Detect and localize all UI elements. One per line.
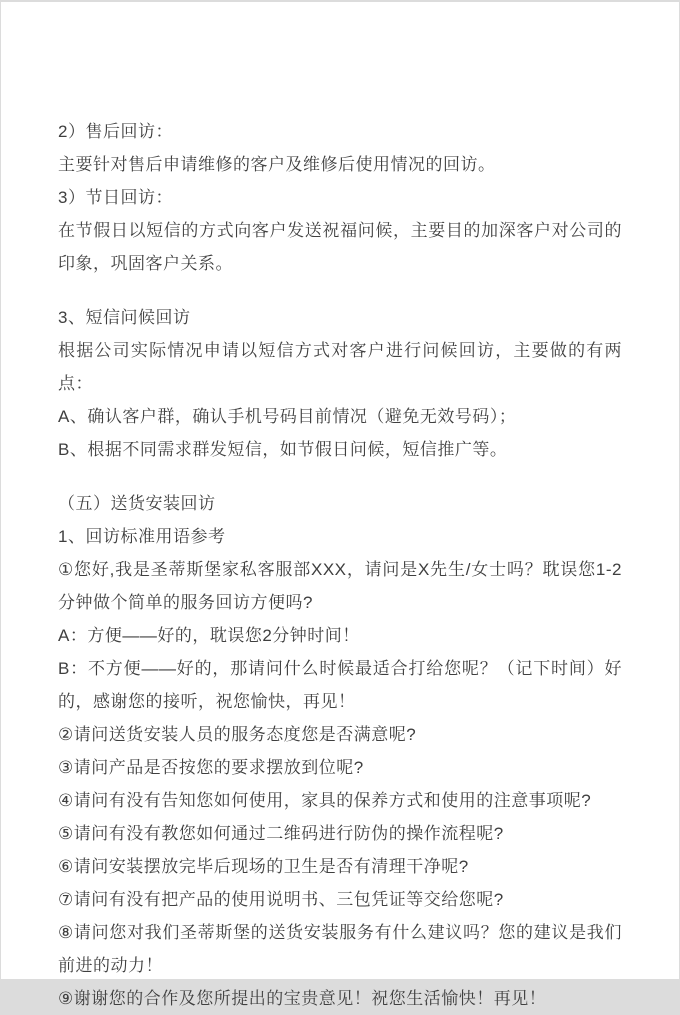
section-heading: （五）送货安装回访 xyxy=(58,494,216,513)
text-line: A：方便——好的，耽误您2分钟时间！ xyxy=(58,626,360,645)
text-line: ②请问送货安装人员的服务态度您是否满意呢? xyxy=(58,725,417,744)
section-subheading: 1、回访标准用语参考 xyxy=(58,527,226,546)
section-aftersales-and-festival-callbacks xyxy=(58,115,622,280)
text-line: ③请问产品是否按您的要求摆放到位呢? xyxy=(58,758,364,777)
text-line: A、确认客户群，确认手机号码目前情况（避免无效号码）； xyxy=(58,407,517,426)
text-line: ⑦请问有没有把产品的使用说明书、三包凭证等交给您呢? xyxy=(58,890,504,909)
text-line: 在节假日以短信的方式向客户发送祝福问候，主要目的加深客户对公司的印象，巩固客户关系。 xyxy=(58,221,622,273)
section-sms-greeting-callback xyxy=(58,301,622,466)
text-line: ⑥请问安装摆放完毕后现场的卫生是否有清理干净呢? xyxy=(58,857,469,876)
text-line: ⑨谢谢您的合作及您所提出的宝贵意见！祝您生活愉快！再见！ xyxy=(58,989,547,1008)
text-line: B、根据不同需求群发短信，如节假日问候，短信推广等。 xyxy=(58,440,508,459)
text-line: 主要针对售后申请维修的客户及维修后使用情况的回访。 xyxy=(58,155,496,174)
text-line: ⑧请问您对我们圣蒂斯堡的送货安装服务有什么建议吗？您的建议是我们前进的动力！ xyxy=(58,923,622,975)
text-line: 2）售后回访： xyxy=(58,122,173,141)
section-delivery-installation-callback xyxy=(58,487,622,1015)
document-content xyxy=(1,2,679,1015)
text-line: ⑤请问有没有教您如何通过二维码进行防伪的操作流程呢? xyxy=(58,824,504,843)
section-heading: 3、短信问候回访 xyxy=(58,308,191,327)
text-line: 根据公司实际情况申请以短信方式对客户进行问候回访，主要做的有两点： xyxy=(58,341,622,393)
text-line: ④请问有没有告知您如何使用，家具的保养方式和使用的注意事项呢? xyxy=(58,791,592,810)
text-line: 3）节日回访： xyxy=(58,188,173,207)
text-line: B：不方便——好的，那请问什么时候最适合打给您呢？（记下时间）好的，感谢您的接听，祝您愉快，再见！ xyxy=(58,659,622,711)
text-line: ①您好,我是圣蒂斯堡家私客服部XXX，请问是X先生/女士吗？耽误您1-2分钟做个简单的服务回访方便吗? xyxy=(58,560,622,612)
document-page xyxy=(1,2,679,1008)
